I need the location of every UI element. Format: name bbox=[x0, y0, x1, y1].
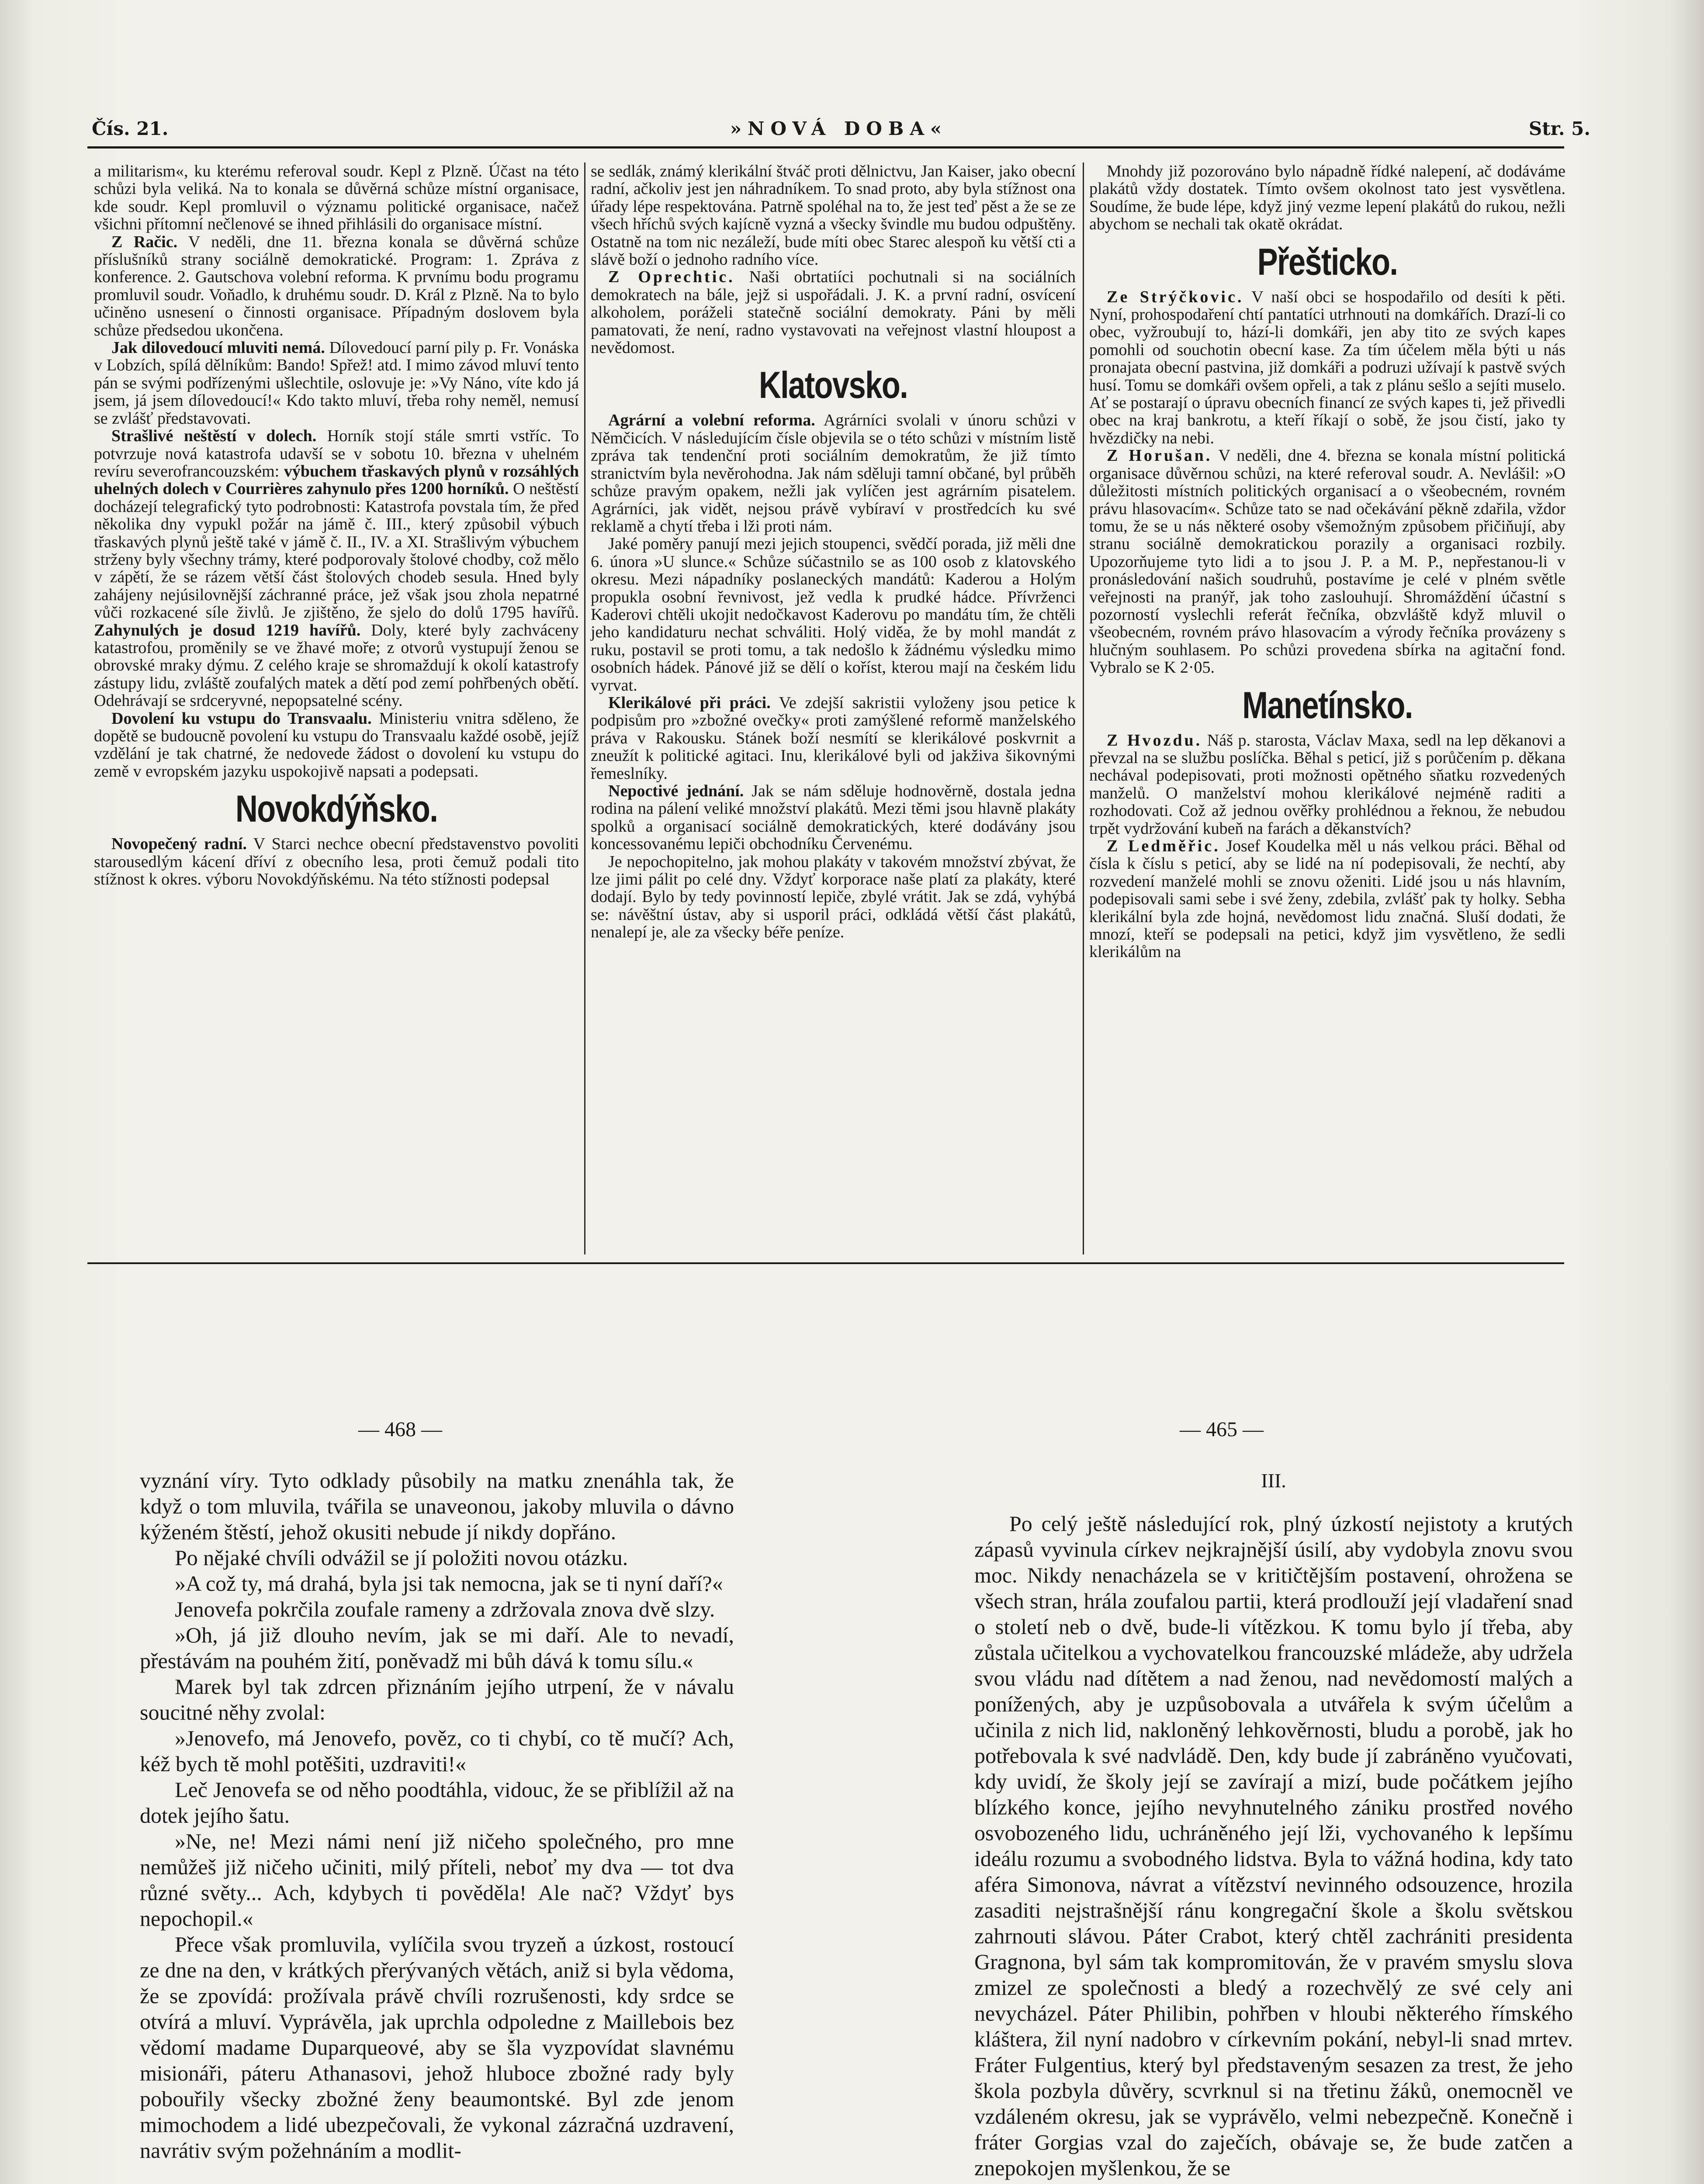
left-book-page bbox=[140, 1468, 734, 2184]
book-paragraph: »Oh, já již dlouho nevím, jak se mi daří. Ale to nevadí, přestávám na pouhém žití, poněvadž mi bůh dává k tomu sílu.« bbox=[140, 1623, 734, 1673]
column-divider bbox=[584, 162, 585, 1254]
article-paragraph: Agrární a volební reforma. Agrárníci svolali v únoru schůzi v Němčicích. V následujícím čísle objevila se o této schůzi v místním listě zpráva tak tendenční proti sociálním demokratům, že již tímto stranictvím byla nevěrohodna. Jak nám sděluji tamní občané, byl průběh schůze pravým opakem, nežli jak vylíčen jest agrárním pisatelem. Agrárníci, jak vidět, nejsou právě vybíraví v prostředcích ku své reklamě a chytí třeba i lži proti nám. bbox=[591, 411, 1076, 536]
left-page-number: — 468 — bbox=[358, 1418, 442, 1441]
article-paragraph: Ze Strýčkovic. V naší obci se hospodařilo od desíti k pěti. Nyní, prohospodaření chtí pantatíci utrhnouti na domkářích. Drazí-li co obec, vyžroubují to, hází-li domkáři, jen aby tito ze svých kapes pomohli od souchotin obecní kase. Za tím účelem měla býti u nás pronajata obecní pastvina, již domkáři a podruzi užívají k pastvě svých husí. Tomu se domkáři ovšem opřeli, a tak z plánu sešlo a sejíti muselo. Ať se postarají o úpravu obecních financí ze svých kapes ti, jež přivedli obec na kraj bankrotu, a kteří říkají o sobě, že jsou čistí, jako ty hvězdičky na nebi. bbox=[1089, 287, 1566, 447]
article-paragraph: se sedlák, známý klerikální štváč proti dělnictvu, Jan Kaiser, jako obecní radní, ačkoliv jest jen náhradníkem. To snad proto, aby byla stížnost ona úřady lépe respektována. Patrně spoléhal na to, že jest teď pěst a že se ze všech hříchů svých kajícně vyzná a všecky švindle mu budou odpuštěny. Ostatně na tom nic nezáleží, bude míti obec Starec alespoň ku větší cti a slávě boží o jednoho radního více. bbox=[591, 162, 1076, 269]
column-divider bbox=[1083, 162, 1084, 1254]
bottom-rule bbox=[87, 1262, 1564, 1264]
article-lead: Dovolení ku vstupu do Transvaalu. bbox=[111, 709, 372, 728]
page-label: Str. 5. bbox=[1528, 118, 1590, 139]
article-paragraph: Jak dilovedoucí mluviti nemá. Dílovedoucí parní pily p. Fr. Vonáska v Lobzích, spílá dělníkům: Bando! Spřež! atd. I mimo závod mluví tento pán se svými podřízenými ušlechtile, oslovuje je: »Vy Náno, víte kdo já jsem, já jsem dílovedoucí!« Kdo takto mluví, třeba rohy neměl, nemusí se zvlášť představovati. bbox=[94, 339, 579, 428]
book-paragraph: Po nějaké chvíli odvážil se jí položiti novou otázku. bbox=[175, 1545, 628, 1570]
masthead-title: »NOVÁ DOBA« bbox=[730, 118, 948, 139]
article-lead: Z Hvozdu. bbox=[1107, 731, 1202, 750]
article-lead: Z Račic. bbox=[111, 232, 178, 251]
article-lead: Ze Strýčkovic. bbox=[1107, 287, 1244, 306]
section-heading: Klatovsko. bbox=[758, 364, 908, 407]
book-paragraph: »Ne, ne! Mezi námi není již ničeho společného, pro mne nemůžeš již ničeho učiniti, milý příteli, neboť my dva — tot dva různé světy... Ach, kdybych ti pověděla! Ale nač? Vždyť bys nepochopil.« bbox=[140, 1829, 734, 1931]
article-lead: Novopečený radní. bbox=[111, 835, 247, 854]
article-paragraph: Je nepochopitelno, jak mohou plakáty v takovém množství zbývat, že lze jimi pálit po celé dny. Vždyť korporace naše platí za plakáty, které dodají. Bylo by tedy povinností lepiče, zbylé vrátit. Jak se zdá, vyhýbá se: návěštní ústav, aby si usporil práci, odkládá větší část plakátů, nenalepí je, ale za všecky béře peníze. bbox=[591, 852, 1076, 942]
section-heading: Manetínsko. bbox=[1242, 684, 1413, 726]
article-paragraph: Dovolení ku vstupu do Transvaalu. Ministeriu vnitra sděleno, že dopětě se budoucně povolení ku vstupu do Transvaalu každé osobě, jejíž vzdělání je tak chatrné, že nedovede žádost o dovolení ku vstupu do země v evropském jazyku uspokojivě napsati a podepsati. bbox=[94, 709, 579, 781]
book-paragraph: »Jenovefo, má Jenovefo, pověz, co ti chybí, co tě mučí? Ach, kéž bych tě mohl potěšiti, uzdraviti!« bbox=[140, 1726, 734, 1776]
article-lead: Jak dilovedoucí mluviti nemá. bbox=[111, 339, 325, 357]
section-heading: Přešticko. bbox=[1257, 241, 1398, 283]
article-lead: Z Oprechtic. bbox=[608, 268, 735, 287]
article-paragraph: Novopečený radní. V Starci nechce obecní představenstvo povoliti starousedlým kácení dříví z obecního lesa, proti čemuž podali tito stížnost k okres. výboru Novokdýňskému. Na této stížnosti podepsal bbox=[94, 835, 579, 889]
book-paragraph: »A což ty, má drahá, byla jsi tak nemocna, jak se ti nyní daří?« bbox=[175, 1571, 723, 1596]
article-lead: Klerikálové při práci. bbox=[608, 693, 771, 712]
article-paragraph: Z Ledměřic. Josef Koudelka měl u nás velkou práci. Běhal od čísla k číslu s peticí, aby se lidé na ní podepisovali, že nechtí, aby rozvedení manželé mohli se znovu oženiti. Lidé jsou u nás hlavním, podepisovali sami sebe i své ženy, zdebila, zvlášť pak ty holky. Sebha klerikální byla zde hojná, nevědomost lidu značná. Sluší dodati, že mnozí, kteří se podepsali na petici, když jim vysvětleno, že sedli klerikálům na bbox=[1089, 837, 1565, 961]
book-paragraph: vyznání víry. Tyto odklady působily na matku znenáhla tak, že když o tom mluvila, tvářila se unaveonou, jakoby mluvila o dávno kýženém štěstí, jehož okusiti nebude jí nikdy dopřáno. bbox=[140, 1468, 734, 1544]
right-page-number: — 465 — bbox=[1180, 1418, 1264, 1441]
article-paragraph: Jaké poměry panují mezi jejich stoupenci, svědčí porada, již měli dne 6. února »U slunce.« Schůze súčastnilo se as 100 osob z klatovského okresu. Mezi nápadníky poslaneckých mandátů: Kaderou a Holým propukla osobní řevnivost, jež vedla k prudké hádce. Přívrženci Kaderovi chtěli ukojit nedočkavost Kaderovu po mandátu tím, že chtěli jeho kandidaturu nechat schváliti. Holý viděa, že by mohl mandát z ruku, postavil se proti tomu, a tak nedošlo k žádnému výsledku mimo osobních hádek. Pánové již se dělí o koříst, kterou mají na českém lidu vyrvat. bbox=[591, 535, 1076, 695]
article-lead: Z Horušan. bbox=[1107, 446, 1212, 465]
article-paragraph: Z Oprechtic. Naši obrtatiíci pochutnali si na sociálních demokratech na bále, jejž si uspořádali. J. K. a první radní, osvícení alkoholem, poráželi statečně sociální demokraty. Páni by měli pamatovati, že není, radno vystavovati na veřejnost vlastní hloupost a nevědomost. bbox=[591, 268, 1076, 357]
right-book-page bbox=[974, 1468, 1573, 2184]
section-heading: Novokdýňsko. bbox=[235, 788, 438, 830]
article-paragraph: Strašlivé neštěstí v dolech. Horník stojí stále smrti vstříc. To potvrzuje nová katastrofa udavší se v sobotu 10. března v uhelném revíru severofrancouzském: výbuchem třaskavých plynů v rozsáhlých uhelných dolech v Courrières zahynulo přes 1200 horníků. O neštěstí docházejí telegrafický tyto podrobnosti: Katastrofa povstala tím, že před několika dny vypukl požár na jámě č. III., který způsobil výbuch třaskavých plynů ještě také v jámě č. II., IV. a XI. Strašlivým výbuchem strženy byly všechny trámy, které podporovaly štolové chodby, což mělo v zápětí, že se rázem větší část štolových chodeb sesula. Hned byly zahájeny nejúsilovnější záchranné práce, jež však jsou zhola nepatrné vůči rozkacené síle živlů. Je zjištěno, že sjelo do dolů 1795 havířů. Zahynulých je dosud 1219 havířů. Doly, které byly zachváceny katastrofou, proměnily se ve žhavé moře; z otvorů vystupují ženou se obrovské mraky dýmu. Z celého kraje se shromaždují k okolí katastrofy zástupy lidu, zvláště zoufalých matek a dětí pod zemí pohřbených obětí. Odehrávají se srdceryvné, nepopsatelné scény. bbox=[94, 427, 579, 710]
book-paragraph: Leč Jenovefa se od něho poodtáhla, vidouc, že se přiblížil až na dotek jejího šatu. bbox=[140, 1777, 734, 1828]
book-paragraph: Jenovefa pokrčila zoufale rameny a zdržovala znova dvě slzy. bbox=[175, 1597, 715, 1621]
article-paragraph: a militarism«, ku kterému referoval soudr. Kepl z Plzně. Účast na této schůzi byla veliká. Na to konala se důvěrná schůze místní organisace, kde soudr. Kepl promluvil o významu politické organisace, načež všichni přítomní nečlenové se ihned přihlásili do organisace místní. bbox=[94, 162, 579, 234]
article-paragraph: Mnohdy již pozorováno bylo nápadně řídké nalepení, ač dodáváme plakátů vždy dostatek. Tímto ovšem okolnost tato jest vysvětlena. Soudíme, že bude lépe, když jiný vezme lepení plakátů do rukou, nežli abychom se nechali tak okatě okrádat. bbox=[1089, 162, 1565, 234]
article-paragraph: Z Horušan. V neděli, dne 4. března se konala místní politická organisace důvěrnou schůzi, na které referoval soudr. A. Nevlášil: »O důležitosti místních politických organisací a o všeobecném, rovném právu hlasovacím«. Schůze tato se nad očekávání pěkně zdařila, vždor tomu, že se u nás některé osoby všemožným způsobem přičiňují, aby stranu sociálně demokratickou porazily a organisaci rozbily. Upozorňujeme tyto lidi a to jsou J. P. a M. P., nepřestanou-li v pronásledování našich soudruhů, postavíme je celé v plném světle veřejnosti na pranýř, jak toho zaslouhují. Shromáždění účastní s pozorností vyslechli referát řečníka, obzvláště když mluvil o všeobecném, rovném právo hlasovacím a výrody řečníka provázeny s hlučným souhlasem. Po schůzi provedena sbírka na agitační fond. Vybralo se K 2·05. bbox=[1089, 446, 1565, 677]
article-lead: Z Ledměřic. bbox=[1107, 837, 1220, 855]
header-rule bbox=[87, 146, 1564, 149]
article-paragraph: Nepoctivé jednání. Jak se nám sděluje hodnověrně, dostala jedna rodina na pálení veliké množství plakátů. Mezi těmi jsou hlavně plakáty spolků a organisací sociálně demokratických, které dodávány jsou koncessovanému lepiči obchodníku Červenému. bbox=[591, 782, 1076, 854]
article-paragraph: Z Račic. V neděli, dne 11. března konala se důvěrná schůze příslušníků strany sociálně demokratické. Program: 1. Zpráva z konference. 2. Gautschova volební reforma. K prvnímu bodu programu promluvil soudr. Voňadlo, k druhému soudr. D. Král z Plzně. Na to bylo učiněno usnesení o činnosti organisace. Případným doslovem byla schůze předsedou ukončena. bbox=[94, 232, 579, 339]
book-paragraph: Po celý ještě následující rok, plný úzkostí nejistoty a krutých zápasů vyvinula církev nejkrajnější úsilí, aby vydobyla znovu svou moc. Nikdy nenacházela se v kritičtějším postavení, ohrožena se všech stran, hrála zoufalou partii, která prodlouží její vladaření snad o století neb o dvě, bude-li vítězkou. K tomu bylo jí třeba, aby zůstala učitelkou a vychovatelkou francouzské mládeže, aby udržela svou vládu nad dítětem a nad ženou, nad nevědomostí malých a ponížených, aby je uzpůsobovala a utvářela k svým účelům a učinila z nich lid, nakloněný lehkověrnosti, bludu a porobě, jak ho potřebovala k své nadvládě. Den, kdy bude jí zabráněno vyučovati, kdy uvidí, že školy její se zavírají a mizí, bude počátkem jejího blízkého konce, jejího nevyhnutelného zániku prostřed nového osvobozeného lidu, uchráněného její lži, vychovaného k lepšímu ideálu rozumu a svobodného lidstva. Byla to vážná hodina, kdy tato aféra Simonova, návrat a vítězství nevinného odsouzence, hrozila zasaditi nejstrašnější ránu kongregační škole a školu světskou zahrnouti slávou. Páter Crabot, který chtěl zachrániti presidenta Gragnona, byl sám tak kompromitován, že v pravém smyslu slova zmizel ze společnosti a bledý a rozechvělý ze své cely ani nevycházel. Páter Philibin, pohřben v hloubi některého římského kláštera, žil nyní nadobro v církevním pokání, nebyl-li snad mrtev. Fráter Fulgentius, který byl představeným sesazen za trest, že jeho škola pozbyla důvěry, scvrknul si na třetinu žáků, onemocněl ve vzdáleném okresu, jak se vyprávělo, velmi nebezpečně. Konečně i fráter Gorgias vzal do zaječích, obávaje se, že bude zatčen a znepokojen myšlenkou, že se bbox=[974, 1511, 1573, 2180]
issue-number: Čís. 21. bbox=[92, 118, 169, 139]
book-paragraph: Marek byl tak zdrcen přiznáním jejího utrpení, že v návalu soucitné něhy zvolal: bbox=[140, 1674, 734, 1724]
article-lead: Nepoctivé jednání. bbox=[608, 782, 744, 800]
newspaper-header bbox=[87, 118, 1590, 149]
article-paragraph: Klerikálové při práci. Ve zdejší sakristii vyloženy jsou petice k podpisům pro »zbožné ovečky« proti zamýšlené reformě manželského práva v Rakousku. Stánek boží nesmítí se klerikálové poskvrnit a zneužít k politické agitaci. Inu, klerikálové byli od jakživa šikovnými řemeslníky. bbox=[591, 693, 1076, 783]
article-lead: Strašlivé neštěstí v dolech. bbox=[111, 427, 317, 446]
column-2 bbox=[591, 162, 1076, 941]
column-1 bbox=[94, 162, 579, 888]
article-paragraph: Z Hvozdu. Náš p. starosta, Václav Maxa, sedl na lep děkanovi a převzal na se službu poslíčka. Běhal s peticí, již s porůčením p. děkana nechával podepisovati, proti možnosti opětného sňatku rozvedených manželů. O manželství mohou klerikálové nejméně raditi a rozhodovati. Což až jednou ověřky prohlédnou a řeknou, že nebudou trpět vydržování kubeň na farách a děkanstvích? bbox=[1089, 731, 1566, 838]
article-lead: Agrární a volební reforma. bbox=[608, 411, 815, 430]
chapter-number: III. bbox=[1261, 1469, 1286, 1492]
column-3 bbox=[1089, 162, 1565, 961]
book-paragraph: Přece však promluvila, vylíčila svou tryzeň a úzkost, rostoucí ze dne na den, v krátkých přerývaných větách, aniž si byla vědoma, že se zpovídá: prožívala právě chvíli rozrušenosti, kdy srdce se otvírá a mluví. Vyprávěla, jak uprchla odpoledne z Maillebois bez vědomí madame Duparqueové, aby se šla vyzpovídat slavnému misionáři, páteru Athanasovi, jehož hluboce zbožné rady byly pobouřily všecky zbožné ženy beaumontské. Byl zde jenom mimochodem a lidé ubezpečovali, že vykonal zázračná uzdravení, navrátiv svým požehnáním a modlit- bbox=[140, 1932, 734, 2163]
